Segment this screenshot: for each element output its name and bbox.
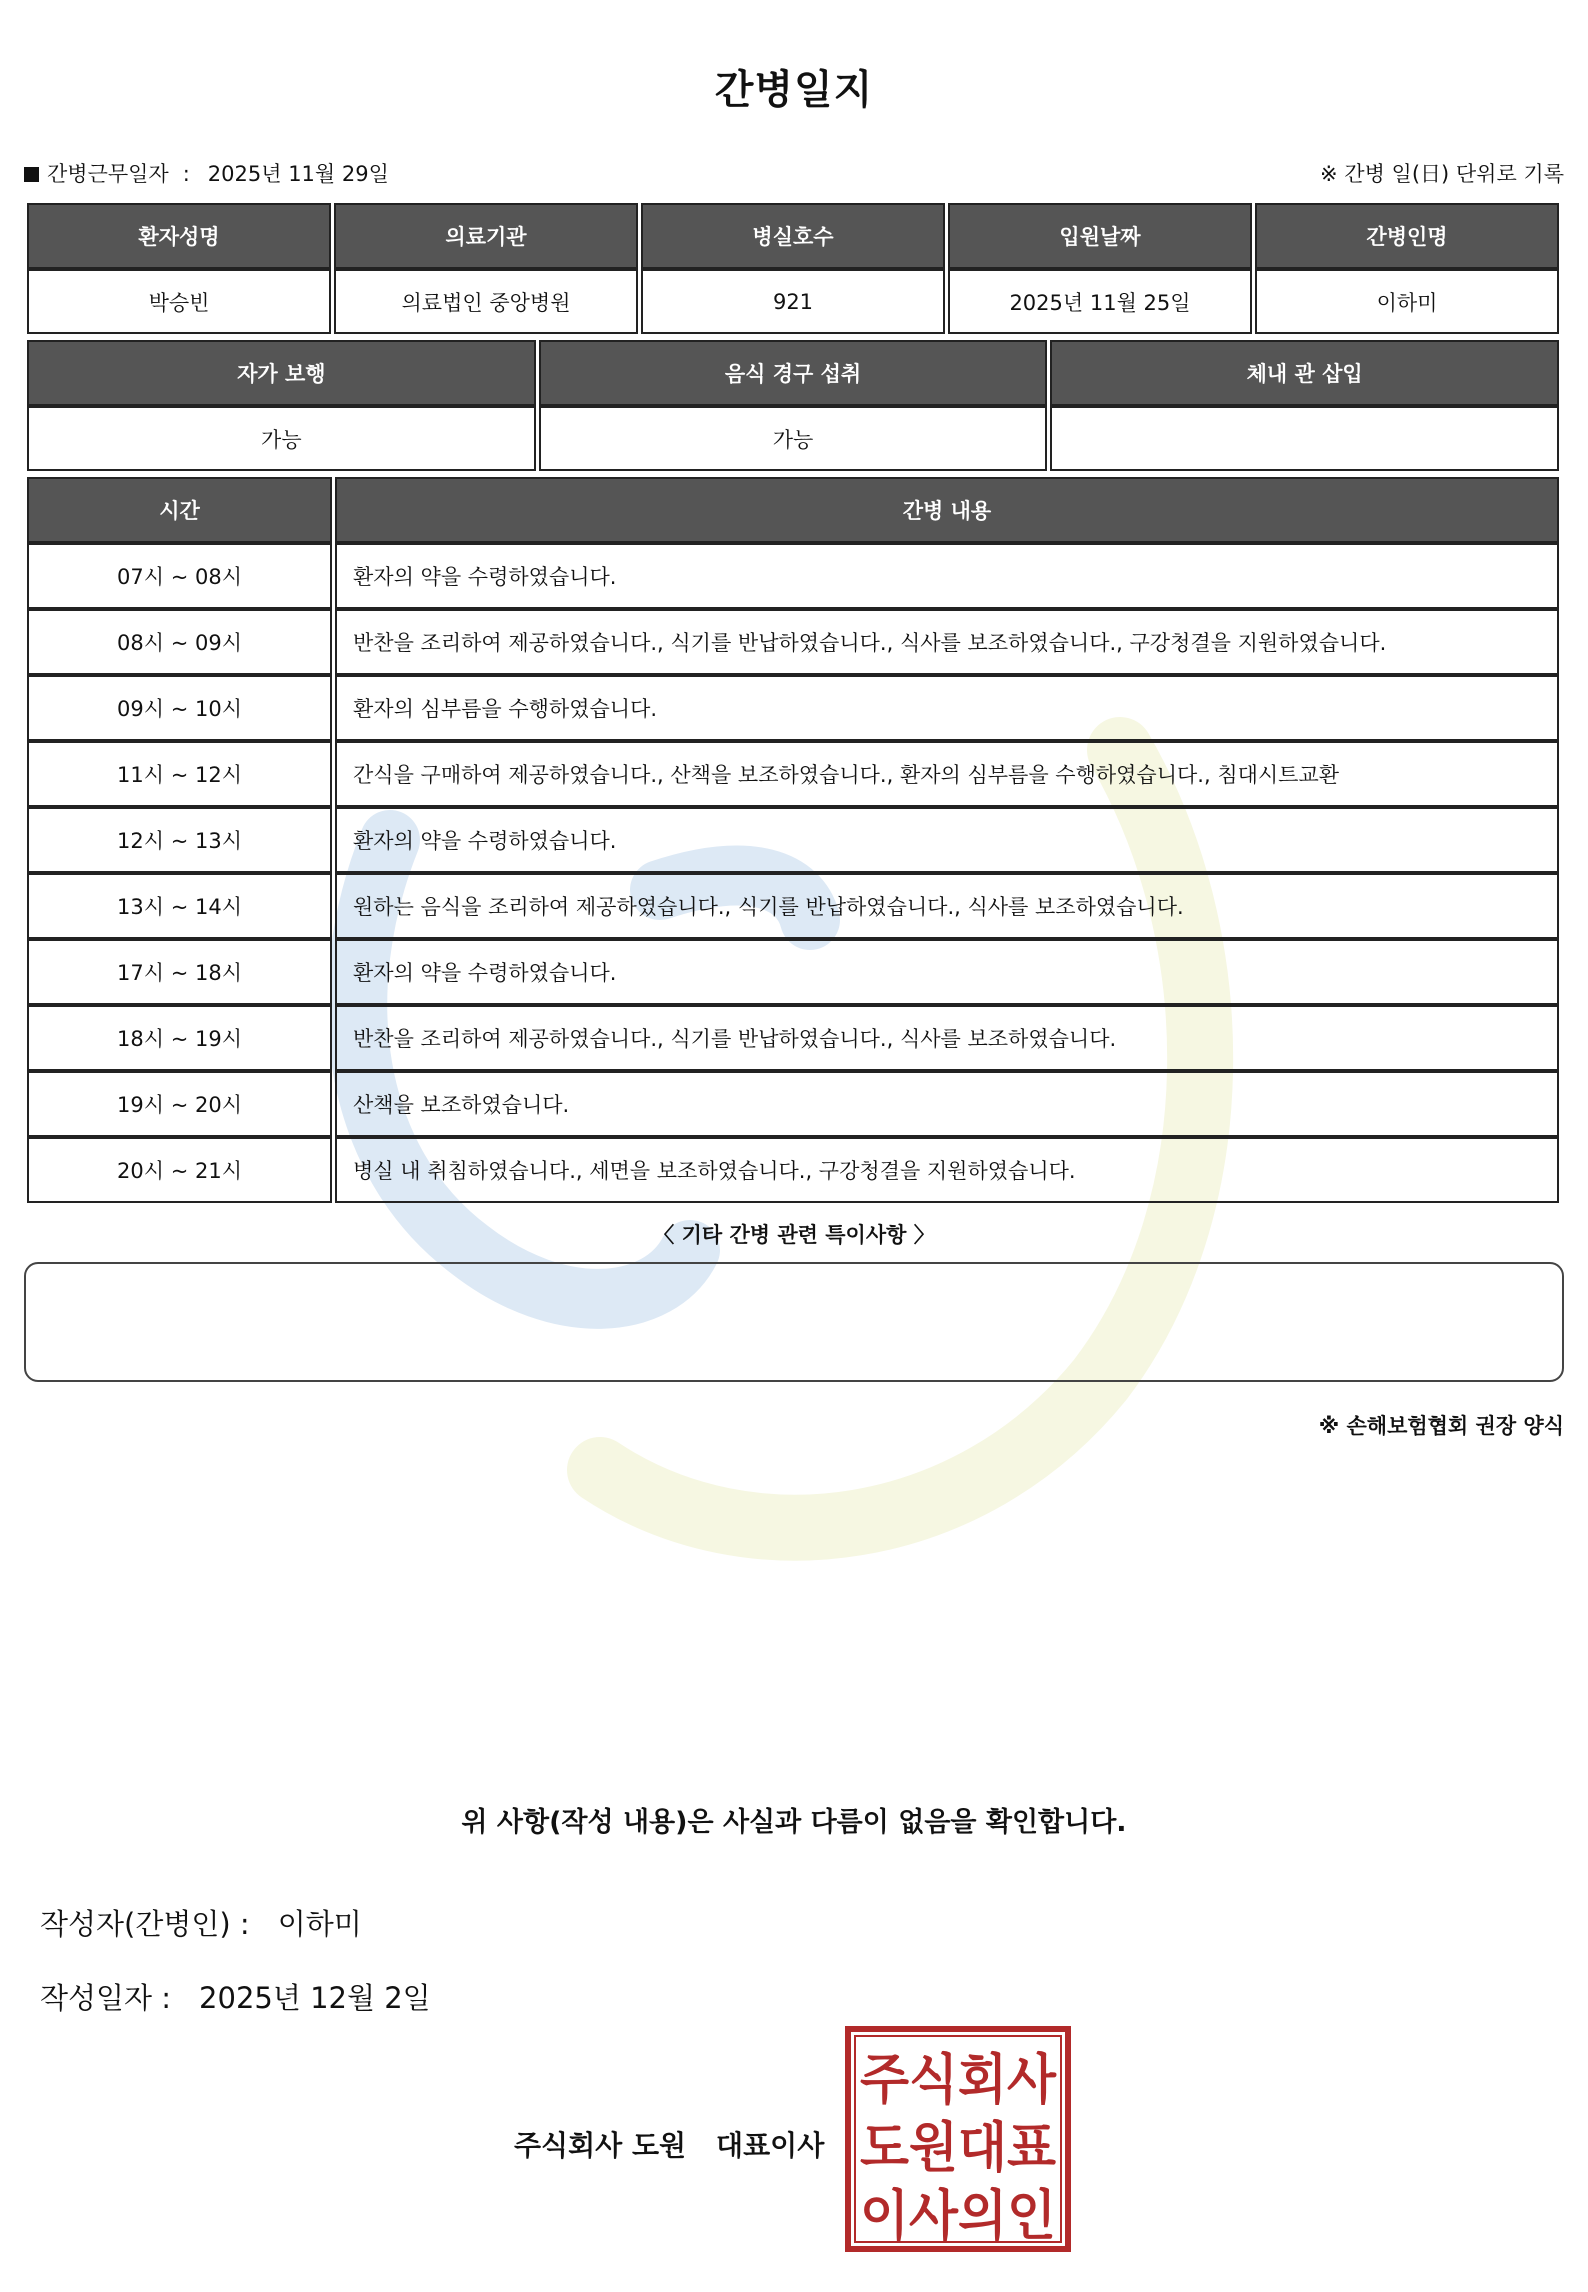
header-caregiver-name: 간병인명 <box>1255 203 1559 269</box>
written-date-line <box>40 1976 431 2017</box>
table-row <box>27 939 1559 1005</box>
table-header-row <box>27 203 1559 269</box>
special-notes-title: 〈 기타 간병 관련 특이사항 〉 <box>653 1223 935 1247</box>
header-tube-insertion: 체내 관 삽입 <box>1050 340 1559 406</box>
confirmation-statement: 위 사항(작성 내용)은 사실과 다름이 없음을 확인합니다. <box>461 1807 1127 1838</box>
table-row <box>27 543 1559 609</box>
square-bullet-icon <box>24 167 39 182</box>
seal-line-3: 이사의인 <box>860 2184 1056 2247</box>
header-oral-intake: 음식 경구 섭취 <box>539 340 1048 406</box>
log-content: 산책을 보조하였습니다. <box>335 1071 1559 1137</box>
log-content: 환자의 심부름을 수행하였습니다. <box>335 675 1559 741</box>
log-time: 19시 ~ 20시 <box>27 1071 332 1137</box>
care-log-table <box>24 477 1562 1203</box>
log-time: 20시 ~ 21시 <box>27 1137 332 1203</box>
seal-line-1: 주식회사 <box>860 2048 1057 2111</box>
patient-name: 박승빈 <box>27 269 331 334</box>
header-hospital: 의료기관 <box>334 203 638 269</box>
header-self-walking: 자가 보행 <box>27 340 536 406</box>
patient-info-table <box>24 203 1562 334</box>
special-notes-box <box>24 1262 1564 1382</box>
caregiver-name: 이하미 <box>1255 269 1559 334</box>
writer-line <box>40 1902 362 1943</box>
log-content: 반찬을 조리하여 제공하였습니다., 식기를 반납하였습니다., 식사를 보조하였습니다., 구강청결을 지원하였습니다. <box>335 609 1559 675</box>
log-time: 12시 ~ 13시 <box>27 807 332 873</box>
table-header-row <box>27 340 1559 406</box>
log-time: 13시 ~ 14시 <box>27 873 332 939</box>
work-date-value: 2025년 11월 29일 <box>207 162 389 186</box>
record-unit-note: ※ 간병 일(日) 단위로 기록 <box>1320 162 1564 186</box>
company-signature <box>514 2124 824 2164</box>
header-admission-date: 입원날짜 <box>948 203 1252 269</box>
header-time: 시간 <box>27 477 332 543</box>
log-content: 환자의 약을 수령하였습니다. <box>335 807 1559 873</box>
log-time: 07시 ~ 08시 <box>27 543 332 609</box>
table-row <box>27 406 1559 471</box>
header-patient-name: 환자성명 <box>27 203 331 269</box>
log-time: 08시 ~ 09시 <box>27 609 332 675</box>
log-content: 반찬을 조리하여 제공하였습니다., 식기를 반납하였습니다., 식사를 보조하였습니다. <box>335 1005 1559 1071</box>
table-row <box>27 1071 1559 1137</box>
company-role: 대표이사 <box>716 2129 825 2162</box>
table-row <box>27 675 1559 741</box>
tube-insertion-value <box>1050 406 1559 471</box>
log-time: 11시 ~ 12시 <box>27 741 332 807</box>
table-row <box>27 269 1559 334</box>
log-content: 원하는 음식을 조리하여 제공하였습니다., 식기를 반납하였습니다., 식사를 보조하였습니다. <box>335 873 1559 939</box>
work-date-line <box>24 158 389 188</box>
log-content: 환자의 약을 수령하였습니다. <box>335 939 1559 1005</box>
log-content: 병실 내 취침하였습니다., 세면을 보조하였습니다., 구강청결을 지원하였습니다. <box>335 1137 1559 1203</box>
log-time: 17시 ~ 18시 <box>27 939 332 1005</box>
company-name: 주식회사 도원 <box>514 2129 687 2162</box>
table-row <box>27 873 1559 939</box>
patient-status-table <box>24 340 1562 471</box>
header-care-content: 간병 내용 <box>335 477 1559 543</box>
table-row <box>27 609 1559 675</box>
log-time: 18시 ~ 19시 <box>27 1005 332 1071</box>
work-date-label: 간병근무일자 <box>47 162 169 186</box>
document-title: 간병일지 <box>714 67 874 113</box>
table-row <box>27 807 1559 873</box>
header-room-number: 병실호수 <box>641 203 945 269</box>
log-content: 간식을 구매하여 제공하였습니다., 산책을 보조하였습니다., 환자의 심부름을 수행하였습니다., 침대시트교환 <box>335 741 1559 807</box>
table-row <box>27 1005 1559 1071</box>
work-date-colon: : <box>182 162 190 186</box>
admission-date: 2025년 11월 25일 <box>948 269 1252 334</box>
written-date-value: 2025년 12월 2일 <box>199 1981 431 2015</box>
hospital-name: 의료법인 중앙병원 <box>334 269 638 334</box>
table-header-row <box>27 477 1559 543</box>
self-walking-value: 가능 <box>27 406 536 471</box>
seal-line-2: 도원대표 <box>860 2116 1056 2179</box>
table-row <box>27 1137 1559 1203</box>
written-date-label: 작성일자 : <box>40 1981 172 2015</box>
writer-label: 작성자(간병인) : <box>40 1907 250 1941</box>
company-seal-stamp <box>845 2026 1071 2252</box>
writer-name: 이하미 <box>277 1907 362 1941</box>
room-number: 921 <box>641 269 945 334</box>
log-time: 09시 ~ 10시 <box>27 675 332 741</box>
recommended-form-note: ※ 손해보험협회 권장 양식 <box>1318 1414 1564 1438</box>
table-row <box>27 741 1559 807</box>
oral-intake-value: 가능 <box>539 406 1048 471</box>
log-content: 환자의 약을 수령하였습니다. <box>335 543 1559 609</box>
